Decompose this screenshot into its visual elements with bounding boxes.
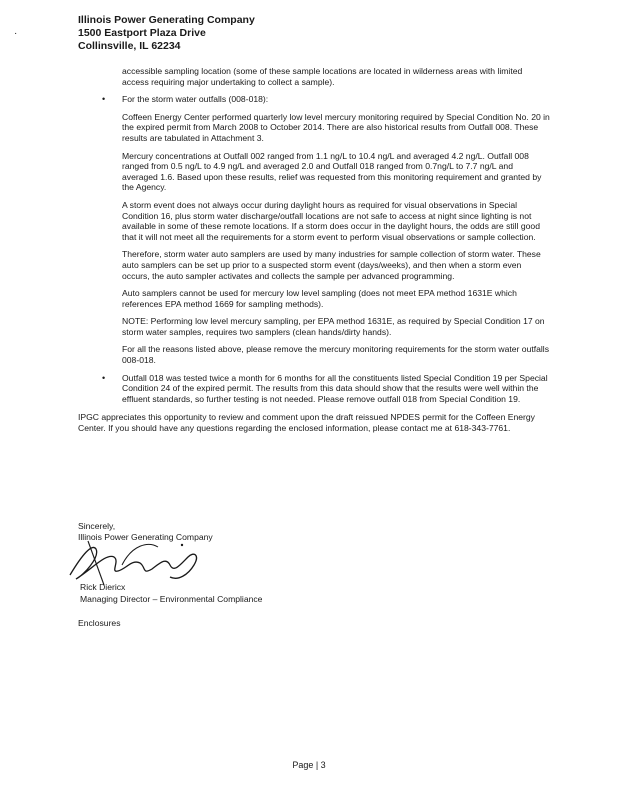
paragraph-storm-event: A storm event does not always occur during daylight hours as required for visual observations in Special Condition 16, plus storm water discharge/outfall locations are not safe to access at night since lighting is not available in some of these remote locations. If a storm does occur in the daylight hours, the odds are still good that it will not meet all the requirements for a storm event to perform visual observations or sample collection. (122, 199, 540, 242)
paragraph-outfall-018: Outfall 018 was tested twice a month for 6 months for all the constituents listed Special Condition 19 per Special Condition 24 of the expired permit. The results from this data should show that the results were well within the effluent standards, so further testing is not needed. Please remove outfall 018 from Special Condition 19. (122, 372, 548, 404)
continuation-text: accessible sampling location (some of these sample locations are located in wilderness areas with limited access requiring major undertaking to collect a sample). (122, 66, 523, 87)
letterhead-street: 1500 Eastport Plaza Drive (78, 27, 206, 39)
paragraph-mercury-monitoring: Coffeen Energy Center performed quarterly low level mercury monitoring required by Special Condition No. 20 in the expired permit from March 2008 to October 2014. There are also historical results from Outfall 008. These results are tabulated in Attachment 3. (122, 111, 550, 143)
letter-body (78, 66, 550, 441)
signatory-title: Managing Director – Environmental Compliance (80, 594, 263, 604)
salutation: Sincerely, (78, 521, 116, 531)
bullet-storm-water (78, 94, 550, 365)
paragraph-auto-samplers: Therefore, storm water auto samplers are used by many industries for sample collection of storm water. These auto samplers can be set up prior to a suspected storm event (days/weeks), and then when a storm even occurs, the auto sampler activates and collects the sample per advanced programming. (122, 249, 541, 281)
letterhead (78, 14, 255, 53)
scan-mark: · (14, 28, 18, 39)
signatory-name: Rick Diericx (80, 582, 126, 592)
letterhead-city: Collinsville, IL 62234 (78, 40, 181, 52)
bullet-outfall-018 (78, 373, 550, 405)
bullet-icon: • (102, 372, 106, 383)
signature-company: Illinois Power Generating Company (78, 531, 213, 542)
letterhead-company: Illinois Power Generating Company (78, 14, 255, 26)
bullet-icon: • (102, 94, 106, 105)
closing-paragraph: IPGC appreciates this opportunity to review and comment upon the draft reissued NPDES permit for the Coffeen Energy Center. If you should have any questions regarding the enclosed information, please contact me at 618-343-7761. (78, 412, 535, 434)
handwritten-signature (62, 535, 212, 587)
page-number: Page | 3 (292, 760, 326, 770)
paragraph-mercury-concentrations: Mercury concentrations at Outfall 002 ranged from 1.1 ng/L to 10.4 ng/L and averaged 4.2 ng/L. Outfall 008 ranged from 0.5 ng/L to 4.9 ng/L and averaged 2.0 and Outfall 018 ranged from 0.7ng/L to 7.7 ng/L and averaged 1.6. Based upon these results, relief was requested from this monitoring requirement and granted by the Agency. (122, 150, 542, 193)
bullet-heading: For the storm water outfalls (008-018): (122, 94, 269, 105)
paragraph-note: NOTE: Performing low level mercury sampling, per EPA method 1631E, as required by Special Condition 17 on storm water samples, requires two samplers (clean hands/dirty hands). (122, 316, 545, 337)
paragraph-remove-request: For all the reasons listed above, please remove the mercury monitoring requirements for the storm water outfalls 008-018. (122, 344, 550, 366)
enclosures-label: Enclosures (78, 618, 121, 628)
paragraph-auto-samplers-limit: Auto samplers cannot be used for mercury low level sampling (does not meet EPA method 1631E which references EPA method 1669 for sampling methods). (122, 288, 517, 309)
